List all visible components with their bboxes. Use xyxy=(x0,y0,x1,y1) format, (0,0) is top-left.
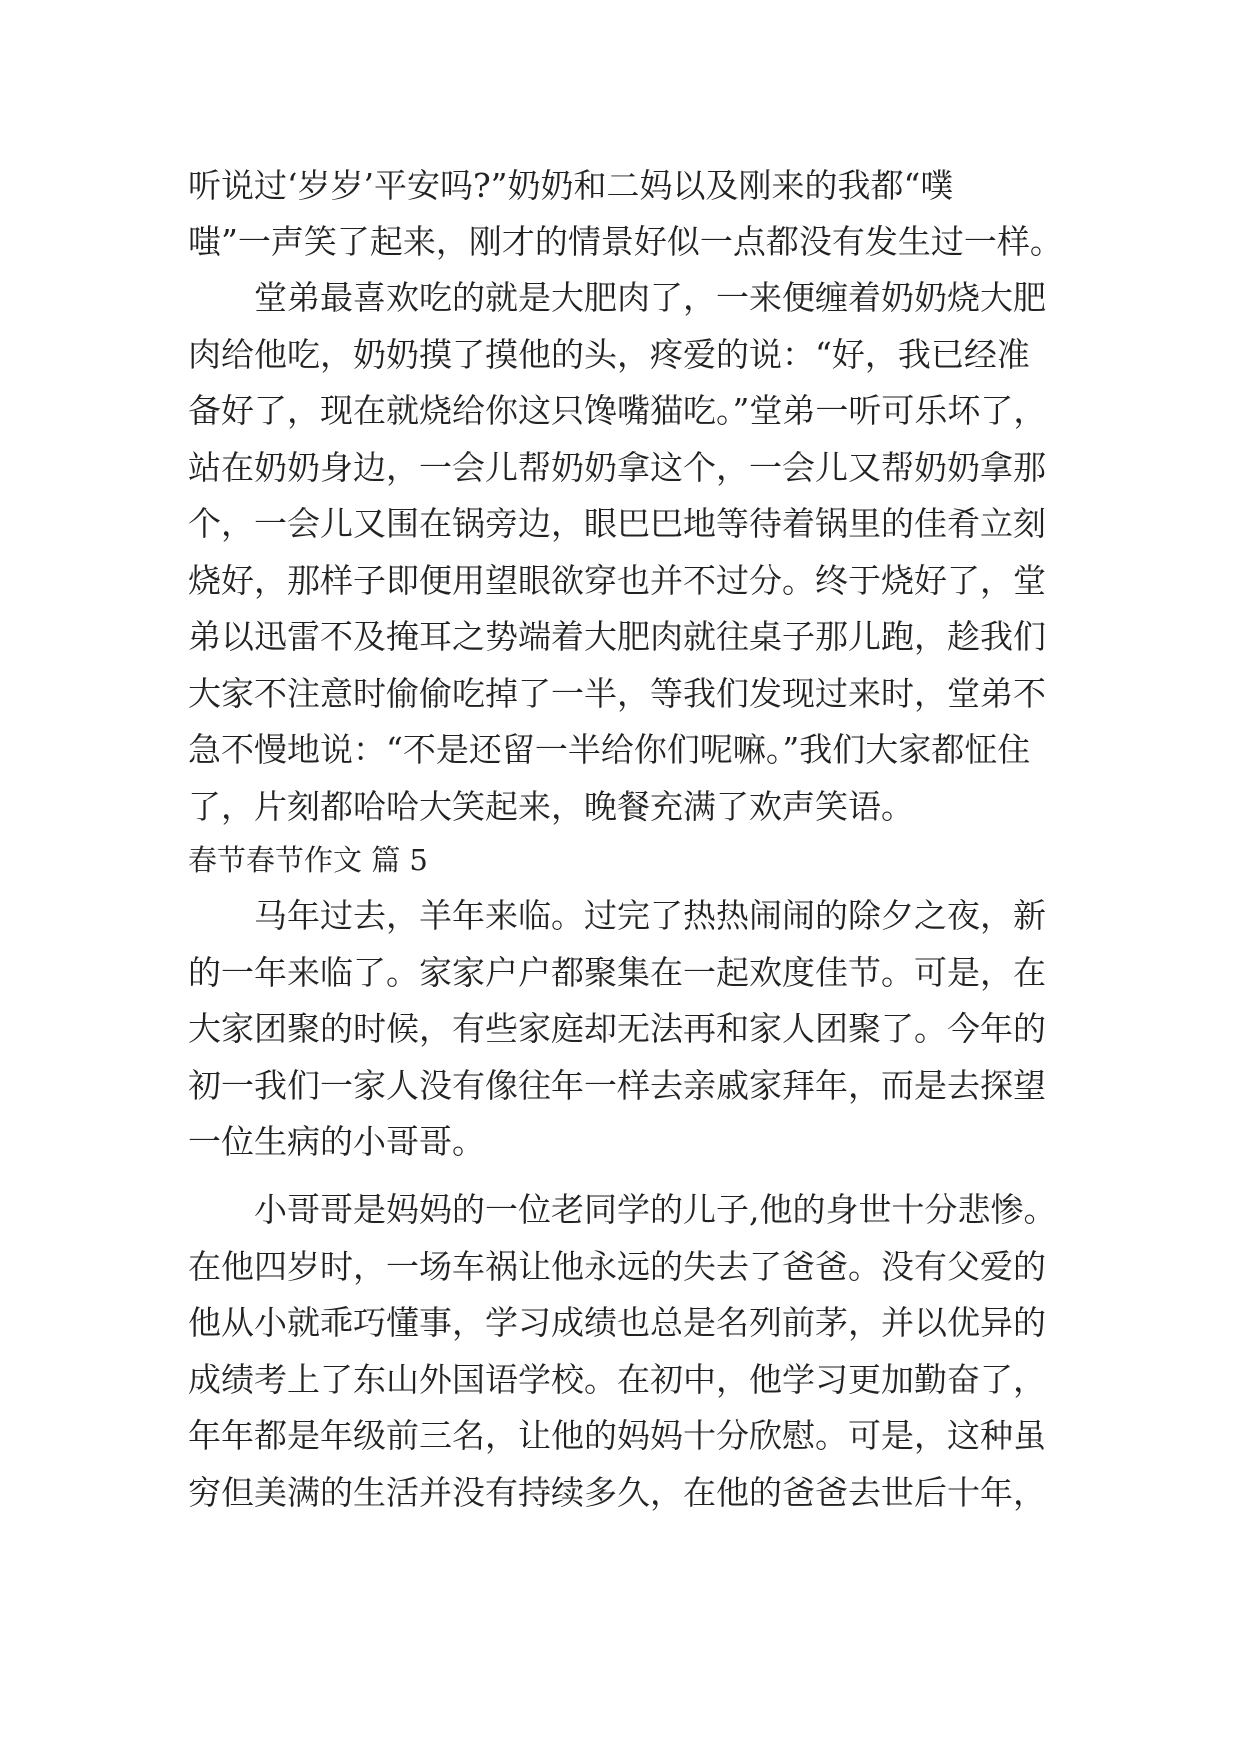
text-line: 嗤”一声笑了起来，刚才的情景好似一点都没有发生过一样。 xyxy=(188,222,1063,261)
section-heading: 春节春节作文 篇 5 xyxy=(188,843,428,877)
text-line: 备好了，现在就烧给你这只馋嘴猫吃。”堂弟一听可乐坏了， xyxy=(188,391,1047,430)
text-line: 的一年来临了。家家户户都聚集在一起欢度佳节。可是，在 xyxy=(188,953,1046,992)
text-line: 初一我们一家人没有像往年一样去亲戚家拜年，而是去探望 xyxy=(188,1066,1046,1105)
text-line: 站在奶奶身边，一会儿帮奶奶拿这个，一会儿又帮奶奶拿那 xyxy=(188,448,1046,487)
text-line: 成绩考上了东山外国语学校。在初中，他学习更加勤奋了， xyxy=(188,1360,1046,1399)
text-line: 堂弟最喜欢吃的就是大肥肉了，一来便缠着奶奶烧大肥 xyxy=(188,278,1046,317)
text-line: 个，一会儿又围在锅旁边，眼巴巴地等待着锅里的佳肴立刻 xyxy=(188,504,1046,543)
text-line: 马年过去，羊年来临。过完了热热闹闹的除夕之夜，新 xyxy=(188,896,1046,935)
text-line: 弟以迅雷不及掩耳之势端着大肥肉就往桌子那儿跑，趁我们 xyxy=(188,617,1046,656)
text-line: 在他四岁时，一场车祸让他永远的失去了爸爸。没有父爱的 xyxy=(188,1247,1046,1286)
text-line: 他从小就乖巧懂事，学习成绩也总是名列前茅，并以优异的 xyxy=(188,1303,1046,1342)
text-line: 了，片刻都哈哈大笑起来，晚餐充满了欢声笑语。 xyxy=(188,787,914,826)
text-line: 穷但美满的生活并没有持续多久，在他的爸爸去世后十年， xyxy=(188,1473,1046,1512)
text-line: 烧好，那样子即便用望眼欲穿也并不过分。终于烧好了，堂 xyxy=(188,561,1046,600)
text-line: 肉给他吃，奶奶摸了摸他的头，疼爱的说：“好，我已经准 xyxy=(188,335,1030,374)
text-line: 年年都是年级前三名，让他的妈妈十分欣慰。可是，这种虽 xyxy=(188,1416,1046,1455)
text-line: 听说过‘岁岁’平安吗?”奶奶和二妈以及刚来的我都“噗 xyxy=(188,166,954,205)
text-line: 大家不注意时偷偷吃掉了一半，等我们发现过来时，堂弟不 xyxy=(188,674,1046,713)
text-line: 一位生病的小哥哥。 xyxy=(188,1122,485,1161)
text-line: 急不慢地说：“不是还留一半给你们呢嘛。”我们大家都怔住 xyxy=(188,730,1031,769)
text-line: 小哥哥是妈妈的一位老同学的儿子,他的身世十分悲惨。 xyxy=(188,1190,1057,1229)
text-line: 大家团聚的时候，有些家庭却无法再和家人团聚了。今年的 xyxy=(188,1009,1046,1048)
